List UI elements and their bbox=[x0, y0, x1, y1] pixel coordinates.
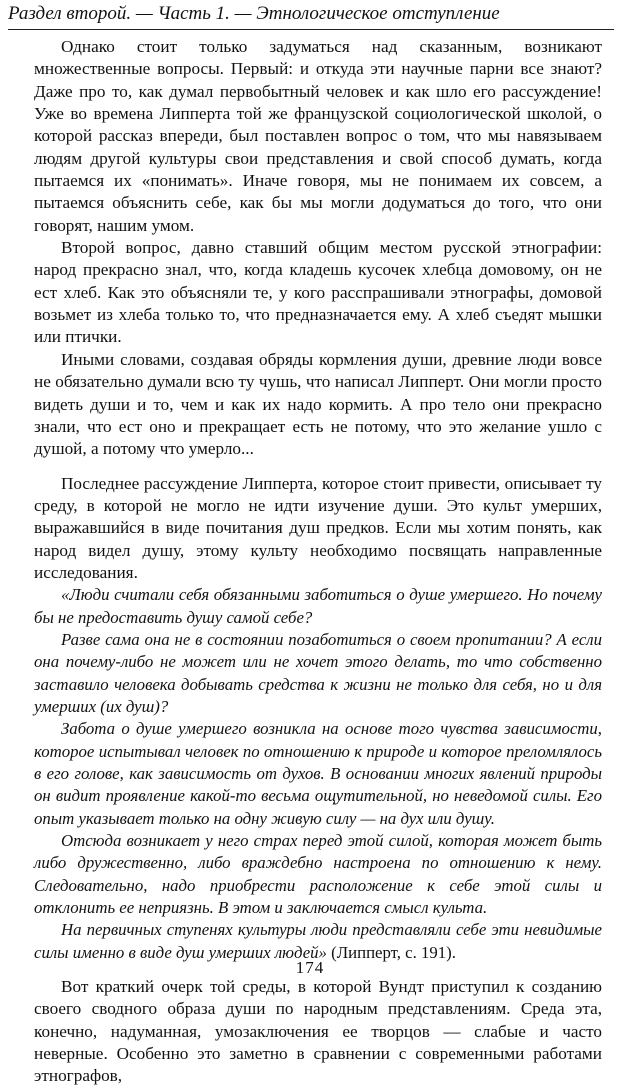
paragraph: Вот краткий очерк той среды, в которой Вундт приступил к созданию своего сводного образа души по народным представлениям. Среда эта, конечно, надуманная, умозаключения ее творцов — слабые и часто неверные. Особенно это заметно в сравнении с современными работами этнографов, bbox=[34, 977, 602, 1086]
quote-paragraph: Разве сама она не в состоянии позаботиться о своем пропитании? А если она почему-либо не может или не хочет этого делать, то что собственно заставило человека добывать средства к жизни не только для себя, но и для умерших (их душ)? bbox=[34, 629, 602, 716]
page-body bbox=[34, 36, 602, 1088]
paragraph: Однако стоит только задуматься над сказанным, возникают множественные вопросы. Первый: и откуда эти научные парни все знают? Даже про то, как думал первобытный человек и как шло его рассуждение! Уже во времена Липперта той же французской социологической школой, о которой рассказ впереди, был поставлен вопрос о том, что мы навязываем людям другой культуры свои представления и свой способ думать, когда пытаемся их «понимать». Иначе говоря, мы не понимаем их совсем, а пытаемся объяснить себе, как бы мы могли додуматься до того, что они говорят, нашим умом. bbox=[34, 37, 602, 235]
quote-paragraph: «Люди считали себя обязанными заботиться о душе умершего. Но почему бы не предоставить душу самой себе? bbox=[34, 585, 602, 627]
paragraph: Второй вопрос, давно ставший общим местом русской этнографии: народ прекрасно знал, что, когда кладешь кусочек хлебца домовому, он не ест хлеб. Как это объясняли те, у кого расспрашивали этнографы, домовой возьмет из хлеба только то, что предназначается ему. А хлеб съедят мышки или птички. bbox=[34, 238, 602, 347]
quote-paragraph: Забота о душе умершего возникла на основе того чувства зависимости, которое испытывал человек по отношению к природе и которое преломлялось в его голове, как зависимость от духов. В основании многих явлений природы он видит проявление какой-то весьма ощутительной, но неведомой силы. Его опыт указывает только на одну живую силу — на дух или душу. bbox=[34, 719, 602, 828]
paragraph: Иными словами, создавая обряды кормления души, древние люди вовсе не обязательно думали всю ту чушь, что написал Липперт. Они могли просто видеть души и то, чем и как их надо кормить. А про тело они прекрасно знали, что ест оно и прекращает есть не потому, что это желание ушло с душой, а потому что умерло... bbox=[34, 349, 602, 459]
running-header: Раздел второй. — Часть 1. — Этнологическое отступление bbox=[8, 3, 500, 24]
quote-text: На первичных ступенях культуры люди представляли себе эти невидимые силы именно в виде душ умерших людей» bbox=[34, 920, 602, 962]
page-number: 174 bbox=[295, 958, 325, 977]
header-rule bbox=[8, 29, 614, 30]
quote-citation: (Липперт, с. 191). bbox=[326, 942, 456, 962]
quote-paragraph: Отсюда возникает у него страх перед этой силой, которая может быть либо дружественно, либо враждебно настроена по отношению к нему. Следовательно, надо приобрести расположение к себе этой силы и отклонить ее неприязнь. В этом и заключается смысл культа. bbox=[34, 831, 602, 918]
paragraph: Последнее рассуждение Липперта, которое стоит привести, описывает ту среду, в которой не могло не идти изучение души. Это культ умерших, выражавшийся в виде почитания душ предков. Если мы хотим понять, как народ видел душу, этому культу необходимо посвящать направленные исследования. bbox=[34, 473, 602, 582]
